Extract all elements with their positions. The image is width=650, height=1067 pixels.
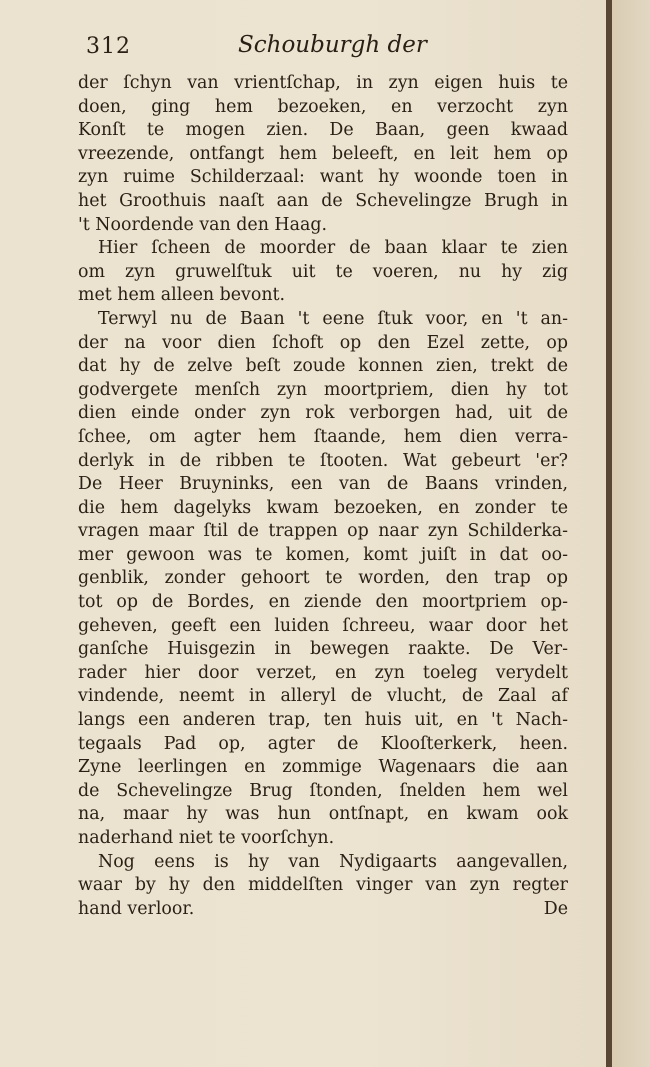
text-line: 't Noordende van den Haag. [78,214,327,235]
page-header [86,30,566,64]
text-line: om zyn gruwelſtuk uit te voeren, nu hy zig [78,261,568,282]
text-line: der ſchyn van vrientſchap, in zyn eigen huis te [78,73,568,93]
text-line: hand verloor. [78,898,195,919]
text-line: ſchee, om agter hem ſtaande, hem dien verra- [78,426,568,447]
running-title: Schouburgh der [238,32,427,58]
text-line: de Schevelingze Brug ſtonden, ſnelden hem wel [78,780,568,801]
text-line-with-catchword [78,898,568,922]
text-line: naderhand niet te voorſchyn. [78,828,335,848]
text-line: vragen maar ſtil de trappen op naar zyn Schilderka- [78,521,568,542]
text-line: vindende, neemt in alleryl de vlucht, de Zaal af [78,686,568,707]
text-line: geheven, geeft een luiden ſchreeu, waar door het [78,615,568,636]
text-line: De Heer Bruyninks, een van de Baans vrinden, [78,474,568,495]
catchword: De [543,898,568,919]
text-line: genblik, zonder gehoort te worden, den trap op [78,568,568,589]
text-line: waar by hy den middelſten vinger van zyn regter [78,875,568,896]
facing-page-edge [612,0,650,1067]
text-line: ganſche Huisgezin in bewegen raakte. De Ver- [78,639,568,660]
text-line: godvergete menſch zyn moortpriem, dien hy tot [78,379,568,400]
text-line: dien einde onder zyn rok verborgen had, uit de [78,403,568,424]
body-text [78,72,568,921]
text-line: der na voor dien ſchoft op den Ezel zette, op [78,332,568,353]
text-line: zyn ruime Schilderzaal: want hy woonde toen in [78,167,568,188]
text-line: doen, ging hem bezoeken, en verzocht zyn [78,96,568,117]
text-line: Zyne leerlingen en zommige Wagenaars die aan [78,757,568,778]
text-line: tot op de Bordes, en ziende den moortpriem op- [78,592,568,613]
text-line: met hem alleen bevont. [78,285,286,306]
text-line: Terwyl nu de Baan 't eene ſtuk voor, en 't an- [98,308,568,329]
text-line: Hier ſcheen de moorder de baan klaar te zien [98,238,568,259]
text-line: Konſt te mogen zien. De Baan, geen kwaad [78,120,568,141]
page-number: 312 [86,34,131,59]
text-line: rader hier door verzet, en zyn toeleg verydelt [78,662,568,683]
text-line: die hem dagelyks kwam bezoeken, en zonder te [78,497,568,518]
text-line: Nog eens is hy van Nydigaarts aangevallen, [98,851,568,872]
text-line: mer gewoon was te komen, komt juiſt in dat oo- [78,544,568,565]
text-line: na, maar hy was hun ontſnapt, en kwam ook [78,804,568,825]
text-line: dat hy de zelve beſt zoude konnen zien, trekt de [78,356,568,377]
text-line: derlyk in de ribben te ſtooten. Wat gebeurt 'er? [78,450,568,471]
text-line: het Groothuis naaſt aan de Schevelingze Brugh in [78,190,568,211]
text-line: vreezende, ontfangt hem beleeft, en leit hem op [78,143,568,164]
text-line: tegaals Pad op, agter de Klooſterkerk, heen. [78,733,568,754]
text-line: langs een anderen trap, ten huis uit, en 't Nach- [78,710,568,731]
